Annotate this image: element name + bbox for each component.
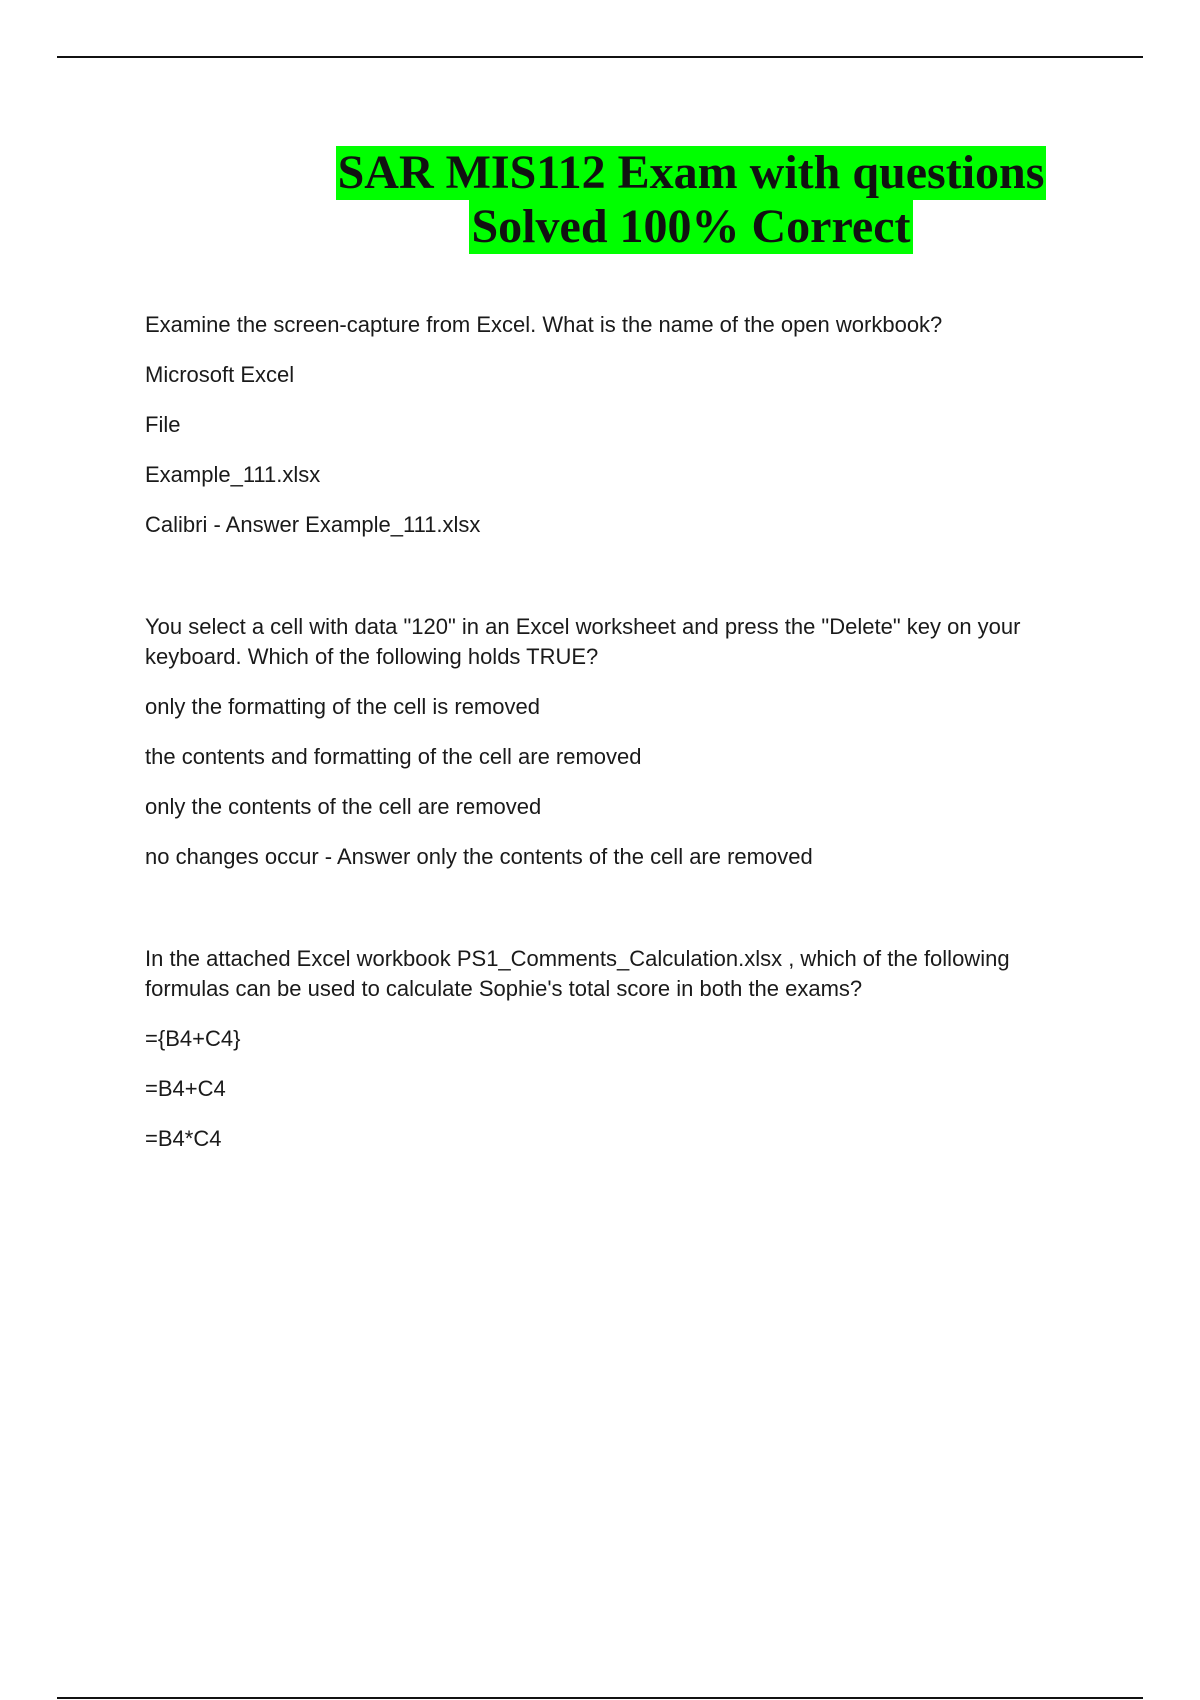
question-text: Examine the screen-capture from Excel. What is the name of the open workbook? [145, 312, 943, 337]
answer-option: the contents and formatting of the cell are removed [145, 744, 642, 769]
answer-option: ={B4+C4} [145, 1026, 241, 1051]
answer-option: Microsoft Excel [145, 362, 295, 387]
question-block-3 [145, 944, 1045, 1154]
top-divider [57, 56, 1143, 58]
answer-option: =B4+C4 [145, 1076, 226, 1101]
question-block-2 [145, 612, 1045, 872]
bottom-divider [57, 1697, 1143, 1699]
question-text: In the attached Excel workbook PS1_Comments_Calculation.xlsx , which of the following formulas can be used to calculate Sophie's total score in both the exams? [145, 946, 1010, 1001]
answer-option: only the formatting of the cell is removed [145, 694, 540, 719]
answer-option: =B4*C4 [145, 1126, 222, 1151]
answer-option: Calibri - Answer Example_111.xlsx [145, 512, 481, 537]
document-title [337, 146, 1060, 254]
answer-option: Example_111.xlsx [145, 462, 321, 487]
answer-option: File [145, 412, 181, 437]
document-body [145, 310, 1045, 1226]
answer-option: only the contents of the cell are removed [145, 794, 542, 819]
question-text: You select a cell with data "120" in an Excel worksheet and press the "Delete" key on your keyboard. Which of the following holds TRUE? [145, 614, 1021, 669]
answer-option: no changes occur - Answer only the contents of the cell are removed [145, 844, 813, 869]
title-line-2: Solved 100% Correct [471, 200, 911, 253]
question-block-1 [145, 310, 1045, 540]
title-line-1: SAR MIS112 Exam with questions [337, 146, 1045, 199]
